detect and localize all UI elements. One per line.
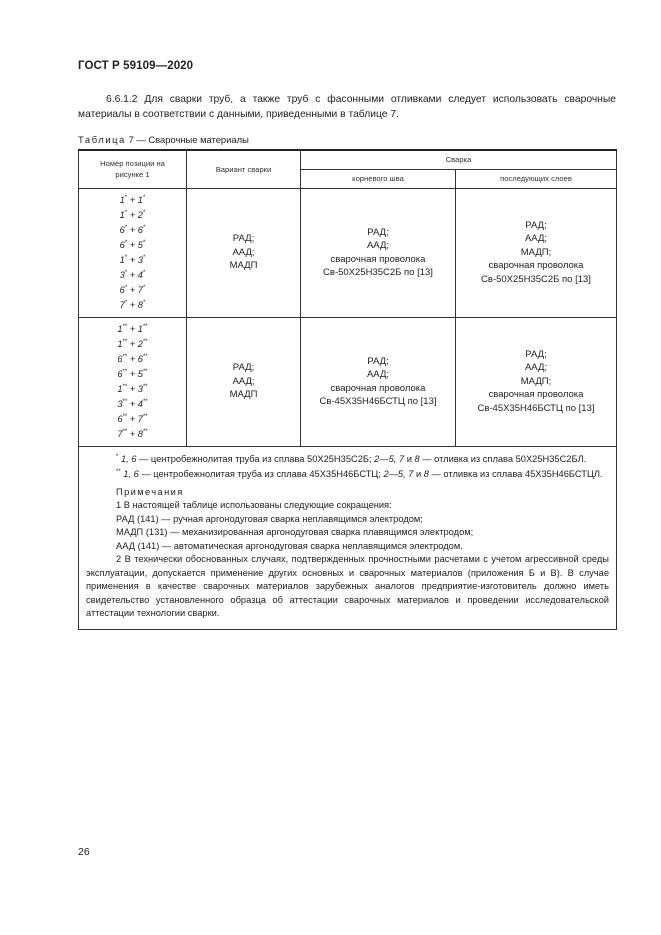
note-1: 1 В настоящей таблице использованы следующие сокращения: <box>116 500 392 511</box>
footnote-text: — центробежнолитая труба из сплава 45Х35Н46БСТЦ; <box>138 469 384 480</box>
position-b: 1 <box>137 194 143 205</box>
position-b: 2 <box>137 209 143 220</box>
abbr-aad: ААД (141) — автоматическая аргонодуговая сварка неплавящимся электродом. <box>116 540 463 551</box>
position-mark: ** <box>122 383 128 390</box>
position-a: 1 <box>119 254 125 265</box>
header-next <box>456 169 617 188</box>
footnote-text: и <box>404 453 415 464</box>
position-mark: * <box>142 299 146 306</box>
position-a: 1 <box>117 323 123 334</box>
next-cell <box>456 317 617 446</box>
position-mark: ** <box>122 428 128 435</box>
footnote-ref: 8 <box>423 469 429 480</box>
position-b: 6 <box>137 353 143 364</box>
position-mark: ** <box>142 323 148 330</box>
position-pair: 6* + 6* <box>119 224 146 235</box>
table-caption <box>78 134 249 145</box>
footnote-text: — отливка из сплава 50Х25Н35С2БЛ. <box>419 453 587 464</box>
position-pair: 6** + 6** <box>117 353 148 364</box>
position-pair: 7* + 8* <box>119 299 146 310</box>
position-mark: * <box>142 284 146 291</box>
position-b: 4 <box>137 269 143 280</box>
footnote-text: — центробежнолитая труба из сплава 50Х25Н35С2Б; <box>136 453 375 464</box>
position-a: 6 <box>117 368 123 379</box>
position-mark: * <box>142 224 146 231</box>
root-line: РАД; <box>367 226 389 238</box>
footnote-ref: 1, 6 <box>123 469 139 480</box>
header-root <box>301 169 456 188</box>
position-mark: ** <box>122 398 128 405</box>
variant-line: ААД; <box>232 375 255 387</box>
footnote-1 <box>86 451 609 467</box>
position-pair: 3** + 4** <box>117 398 148 409</box>
variant-cell <box>187 317 301 446</box>
next-line: Св-50Х25Н35С2Б по [13] <box>481 273 591 285</box>
position-b: 8 <box>137 428 143 439</box>
next-line: сварочная проволока <box>488 389 584 401</box>
position-b: 5 <box>137 368 143 379</box>
position-a: 1 <box>119 194 125 205</box>
next-line: Св-45Х35Н46БСТЦ по [13] <box>477 402 595 414</box>
footnote-ref: 1, 6 <box>120 453 137 464</box>
variant-line: ААД; <box>232 246 255 258</box>
root-line: ААД; <box>366 369 390 380</box>
next-cell <box>456 188 617 317</box>
position-b: 3 <box>137 383 143 394</box>
position-mark: ** <box>122 323 128 330</box>
variant-line: РАД; <box>232 362 255 374</box>
position-mark: * <box>124 194 128 201</box>
position-pair: 1** + 2** <box>117 338 148 349</box>
position-mark: ** <box>142 353 148 360</box>
note-2: 2 В технически обоснованных случаях, подтвержденных прочностными расчетами с учетом агрессивной среды эксплуатации, допускается применение других основных и сварочных материалов (приложения Б и В). В случае применения в качестве сварочных материалов зарубежных аналогов предприятие-изготовитель должно иметь свидетельство установленного образца об аттестации сварочных материалов и проведении исследовательской аттестации технологии сварки. <box>86 554 609 619</box>
footnote-ref: 2—5, 7 <box>374 453 405 464</box>
root-cell <box>301 188 456 317</box>
variant-cell <box>187 188 301 317</box>
page-number: 26 <box>78 846 90 858</box>
abbr-rad: РАД (141) — ручная аргонодуговая сварка неплавящимся электродом; <box>116 513 423 524</box>
next-line: ААД; <box>524 233 548 245</box>
position-b: 1 <box>137 323 143 334</box>
root-line: РАД; <box>367 355 389 367</box>
header-next-label: последующих слоев <box>500 174 572 183</box>
position-mark: * <box>124 254 128 261</box>
position-b: 5 <box>137 239 143 250</box>
position-pair: 1** + 3** <box>117 383 148 394</box>
position-pair: 3* + 4* <box>119 269 146 280</box>
position-pair: 1* + 1* <box>119 194 146 205</box>
root-line: сварочная проволока <box>330 253 426 265</box>
footnote-text: и <box>413 469 424 480</box>
table-row <box>79 317 617 446</box>
variant-line: МАДП <box>229 260 258 272</box>
position-a: 7 <box>117 428 123 439</box>
position-mark: * <box>142 194 146 201</box>
position-mark: * <box>142 239 146 246</box>
welding-materials-table <box>78 149 617 630</box>
table-caption-title: 7 — Сварочные материалы <box>128 134 249 145</box>
position-mark: ** <box>122 338 128 345</box>
position-mark: * <box>124 224 128 231</box>
position-mark: ** <box>142 383 148 390</box>
position-a: 6 <box>119 239 125 250</box>
position-a: 3 <box>117 398 123 409</box>
position-b: 3 <box>137 254 143 265</box>
notes-title: Примечания <box>116 486 184 497</box>
next-line: ААД; <box>524 362 548 374</box>
next-line: МАДП; <box>520 375 552 387</box>
position-pair: 7** + 8** <box>117 428 148 439</box>
intro-paragraph: 6.6.1.2 Для сварки труб, а также труб с фасонными отливками следует использовать сварочные материалы в соответствии с данными, приведенными в таблице 7. <box>78 94 616 120</box>
footnote-ref: 2—5, 7 <box>383 469 414 480</box>
position-a: 1 <box>117 338 123 349</box>
position-mark: * <box>124 239 128 246</box>
position-a: 1 <box>117 383 123 394</box>
position-a: 1 <box>119 209 125 220</box>
document-code: ГОСТ Р 59109—2020 <box>78 60 194 72</box>
position-mark: * <box>124 299 128 306</box>
positions-cell <box>79 188 187 317</box>
footnotes-cell <box>79 446 617 629</box>
next-line: РАД; <box>525 348 547 360</box>
footnote-mark: ** <box>116 469 121 476</box>
next-line: МАДП; <box>520 246 552 258</box>
position-mark: ** <box>122 368 128 375</box>
position-mark: * <box>142 269 146 276</box>
position-mark: ** <box>142 428 148 435</box>
position-a: 6 <box>117 413 123 424</box>
position-pair: 1** + 1** <box>117 323 148 334</box>
header-variant-label: Вариант сварки <box>215 164 272 174</box>
position-pair: 6* + 7* <box>119 284 146 295</box>
abbr-madp: МАДП (131) — механизированная аргонодуговая сварка плавящимся электродом; <box>116 527 474 538</box>
position-b: 7 <box>137 413 143 424</box>
position-a: 7 <box>119 299 125 310</box>
position-b: 4 <box>137 398 143 409</box>
position-mark: ** <box>122 353 128 360</box>
table-caption-word: Таблица <box>78 134 126 145</box>
variant-line: МАДП <box>229 389 258 401</box>
position-mark: * <box>142 254 146 261</box>
position-b: 6 <box>137 224 143 235</box>
position-mark: * <box>124 269 128 276</box>
position-mark: * <box>142 209 146 216</box>
root-line: Св-45Х35Н46БСТЦ по [13] <box>319 396 437 407</box>
position-a: 6 <box>117 353 123 364</box>
header-position-label: Номер позиции на рисунке 1 <box>100 159 165 180</box>
position-a: 6 <box>119 224 125 235</box>
root-line: Св-50Х25Н35С2Б по [13] <box>323 267 433 278</box>
positions-cell <box>79 317 187 446</box>
footnote-2 <box>86 466 609 482</box>
position-pair: 1* + 3* <box>119 254 146 265</box>
position-pair: 6* + 5* <box>119 239 146 250</box>
header-welding-label: Сварка <box>445 155 472 165</box>
next-line: сварочная проволока <box>488 260 584 272</box>
header-position <box>79 150 187 188</box>
header-root-label: корневого шва <box>352 174 404 183</box>
next-line: РАД; <box>525 219 547 231</box>
table-footnotes <box>79 446 617 629</box>
variant-line: РАД; <box>232 233 255 245</box>
footnote-ref: 8 <box>414 453 420 464</box>
root-line: сварочная проволока <box>330 382 426 394</box>
root-cell <box>301 317 456 446</box>
footnote-text: — отливка из сплава 45Х35Н46БСТЦЛ. <box>428 469 603 480</box>
position-mark: ** <box>142 338 148 345</box>
position-mark: ** <box>142 398 148 405</box>
position-b: 7 <box>137 284 143 295</box>
position-mark: ** <box>122 413 128 420</box>
position-mark: ** <box>142 413 148 420</box>
position-pair: 1* + 2* <box>119 209 146 220</box>
position-mark: * <box>124 284 128 291</box>
root-line: ААД; <box>366 240 390 251</box>
position-mark: ** <box>142 368 148 375</box>
table-row <box>79 188 617 317</box>
header-variant <box>187 150 301 188</box>
position-a: 6 <box>119 284 125 295</box>
position-b: 8 <box>137 299 143 310</box>
footnote-mark: * <box>116 453 119 460</box>
position-a: 3 <box>119 269 125 280</box>
header-welding <box>301 150 617 169</box>
position-pair: 6** + 7** <box>117 413 148 424</box>
position-b: 2 <box>137 338 143 349</box>
position-mark: * <box>124 209 128 216</box>
position-pair: 6** + 5** <box>117 368 148 379</box>
